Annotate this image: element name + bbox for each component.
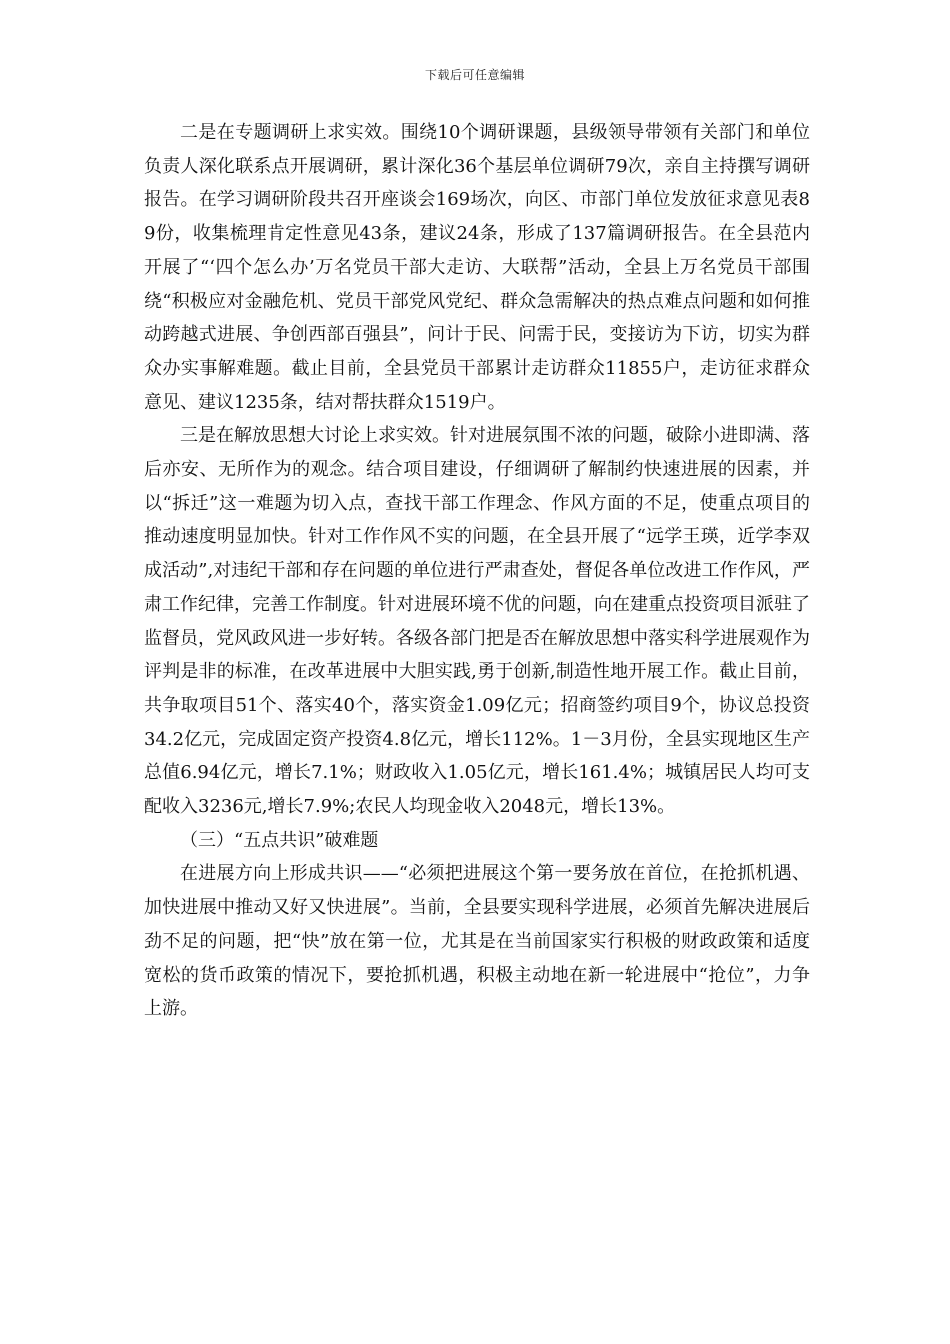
section-heading: （三）“五点共识”破难题 <box>180 829 379 851</box>
document-body <box>144 116 810 1026</box>
page-header-note: 下载后可任意编辑 <box>424 68 525 82</box>
paragraph-consensus: 在进展方向上形成共识——“必须把进展这个第一要务放在首位，在抢抓机遇、加快进展中推动又好又快进展”。当前，全县要实现科学进展，必须首先解决进展后劲不足的问题，把“快”放在第一位，尤其是在当前国家实行积极的财政政策和适度宽松的货币政策的情况下，要抢抓机遇，积极主动地在新一轮进展中“抢位”，力争上游。 <box>144 863 810 1020</box>
paragraph-emancipation: 三是在解放思想大讨论上求实效。针对进展氛围不浓的问题，破除小进即满、落后亦安、无所作为的观念。结合项目建设，仔细调研了解制约快速进展的因素，并以“拆迁”这一难题为切入点，查找干部工作理念、作风方面的不足，使重点项目的推动速度明显加快。针对工作作风不实的问题，在全县开展了“远学王瑛，近学李双成活动”,对违纪干部和存在问题的单位进行严肃查处，督促各单位改进工作作风，严肃工作纪律，完善工作制度。针对进展环境不优的问题，向在建重点投资项目派驻了监督员，党风政风进一步好转。各级各部门把是否在解放思想中落实科学进展观作为评判是非的标准，在改革进展中大胆实践,勇于创新,制造性地开展工作。截止目前，共争取项目51个、落实40个，落实资金1.09亿元；招商签约项目9个，协议总投资34.2亿元，完成固定资产投资4.8亿元，增长112%。1－3月份，全县实现地区生产总值6.94亿元，增长7.1%；财政收入1.05亿元，增长161.4%；城镇居民人均可支配收入3236元,增长7.9%;农民人均现金收入2048元，增长13%。 <box>144 425 810 818</box>
paragraph-research: 二是在专题调研上求实效。围绕10个调研课题，县级领导带领有关部门和单位负责人深化联系点开展调研，累计深化36个基层单位调研79次，亲自主持撰写调研报告。在学习调研阶段共召开座谈会169场次，向区、市部门单位发放征求意见表89份，收集梳理肯定性意见43条，建议24条，形成了137篇调研报告。在全县范内开展了“‘四个怎么办’万名党员干部大走访、大联帮”活动，全县上万名党员干部围绕“积极应对金融危机、党员干部党风党纪、群众急需解决的热点难点问题和如何推动跨越式进展、争创西部百强县”，问计于民、问需于民，变接访为下访，切实为群众办实事解难题。截止目前，全县党员干部累计走访群众11855户，走访征求群众意见、建议1235条，结对帮扶群众1519户。 <box>144 122 810 413</box>
